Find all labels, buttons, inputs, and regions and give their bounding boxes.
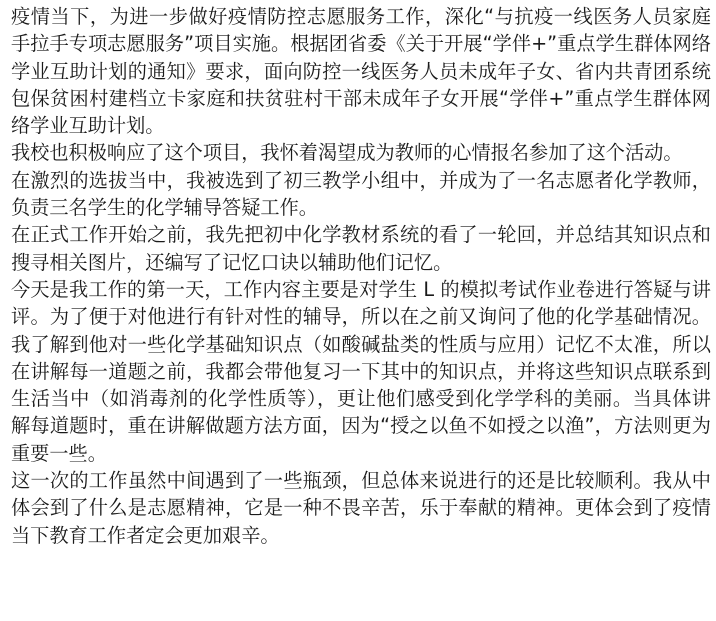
- document-body: [11, 3, 711, 549]
- paragraph-preparation: 在正式工作开始之前，我先把初中化学教材系统的看了一轮回，并总结其知识点和搜寻相关图片，还编写了记忆口诀以辅助他们记忆。: [11, 223, 711, 274]
- paragraph-reflection: 这一次的工作虽然中间遇到了一些瓶颈，但总体来说进行的还是比较顺利。我从中体会到了什么是志愿精神，它是一种不畏辛苦，乐于奉献的精神。更体会到了疫情当下教育工作者定会更加艰辛。: [11, 469, 711, 547]
- paragraph-intro: 疫情当下，为进一步做好疫情防控志愿服务工作，深化“与抗疫一线医务人员家庭手拉手专项志愿服务”项目实施。根据团省委《关于开展“学伴+”重点学生群体网络学业互助计划的通知》要求，面向防控一线医务人员未成年子女、省内共青团系统包保贫困村建档立卡家庭和扶贫驻村干部未成年子女开展“学伴+”重点学生群体网络学业互助计划。: [11, 5, 711, 138]
- paragraph-response: 我校也积极响应了这个项目，我怀着渴望成为教师的心情报名参加了这个活动。: [11, 141, 683, 165]
- paragraph-first-day: 今天是我工作的第一天，工作内容主要是对学生 L 的模拟考试作业卷进行答疑与讲评。为了便于对他进行有针对性的辅导，所以在之前又询问了他的化学基础情况。我了解到他对一些化学基础知识点（如酸碱盐类的性质与应用）记忆不太准，所以在讲解每一道题之前，我都会带他复习一下其中的知识点，并将这些知识点联系到生活当中（如消毒剂的化学性质等），更让他们感受到化学学科的美丽。当具体讲解每道题时，重在讲解做题方法方面，因为“授之以鱼不如授之以渔”，方法则更为重要一些。: [11, 277, 711, 465]
- paragraph-selection: 在激烈的选拔当中，我被选到了初三教学小组中，并成为了一名志愿者化学教师，负责三名学生的化学辅导答疑工作。: [11, 168, 711, 220]
